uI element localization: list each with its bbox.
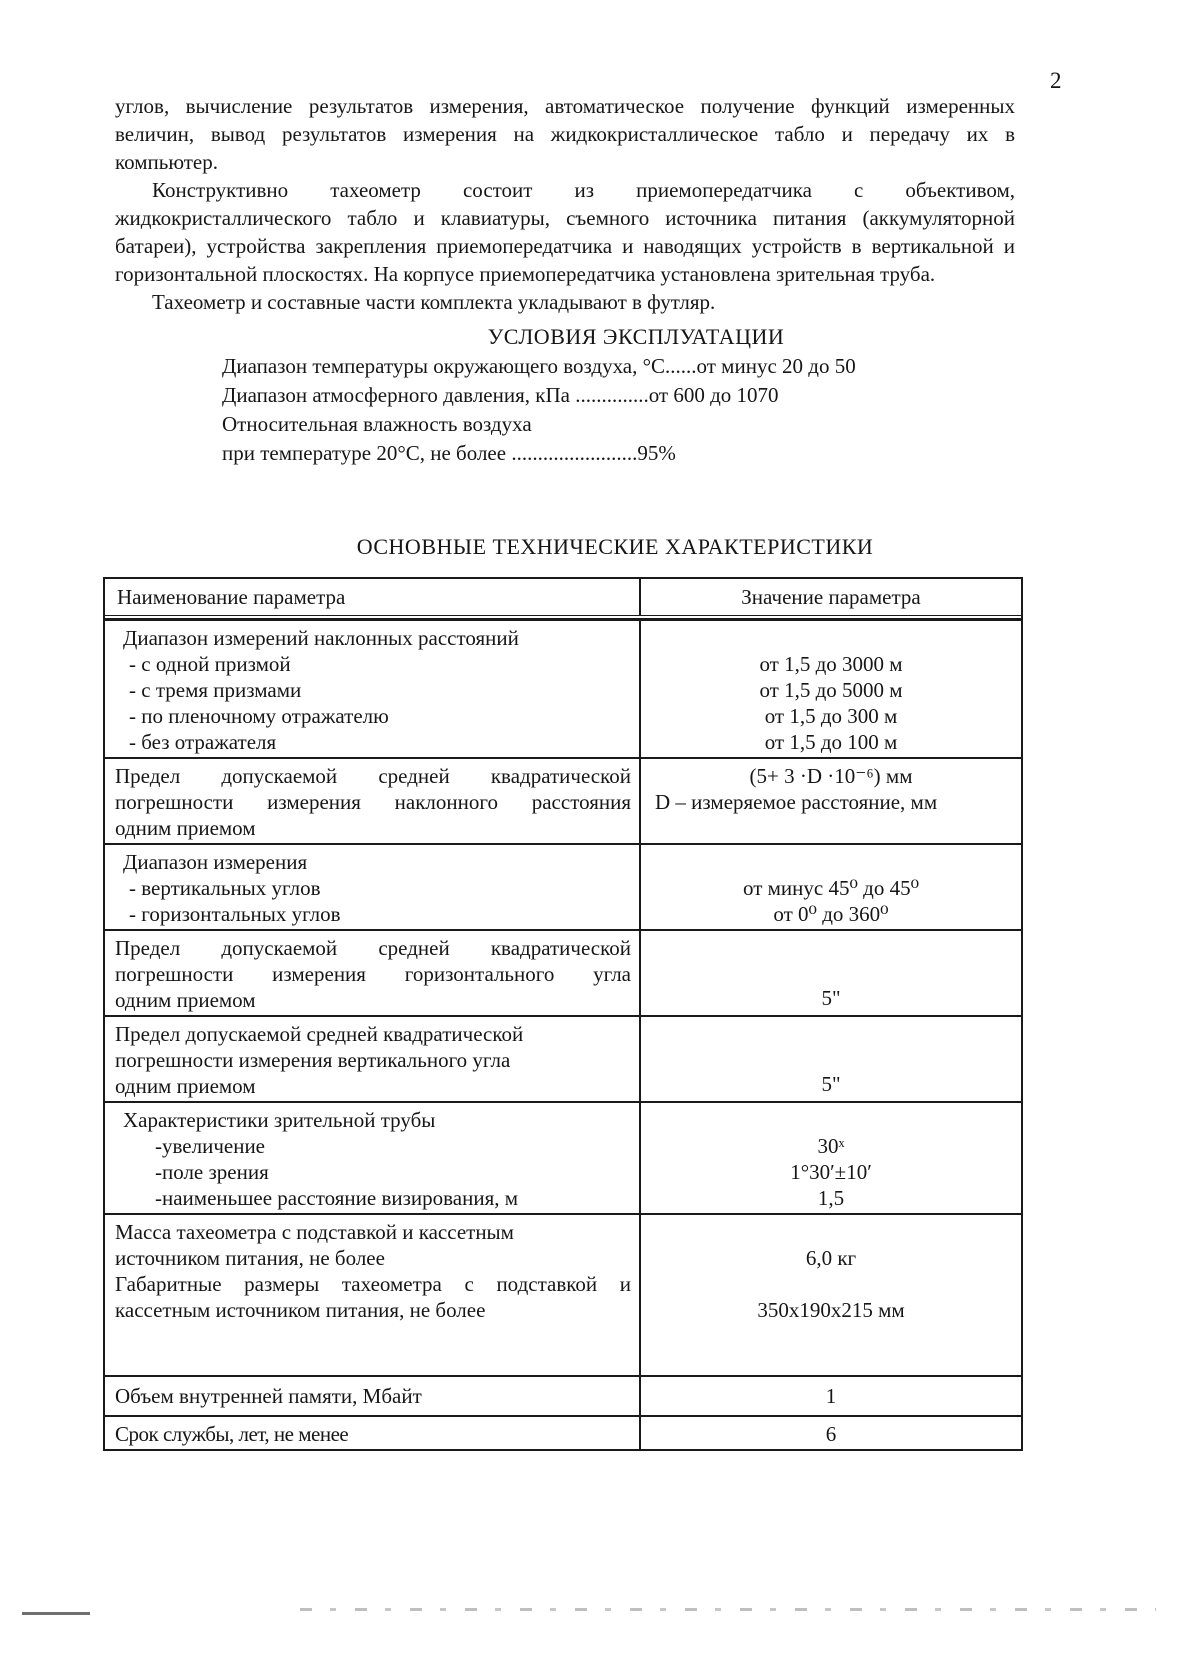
paragraph-line: горизонтальной плоскостях. На корпусе приемопередатчика установлена зрительная труба.	[115, 262, 936, 286]
value-line: от 1,5 до 300 м	[764, 704, 898, 728]
parameter-line: Объем внутренней памяти, Мбайт	[115, 1384, 422, 1408]
parameter-item: - с тремя призмами	[129, 678, 302, 702]
paragraph-line: величин, вывод результатов измерения на жидкокристаллическое табло и передачу их в	[115, 122, 1015, 146]
condition-line: Диапазон температуры окружающего воздуха, °С......от минус 20 до 50	[222, 354, 856, 378]
parameter-line: Предел допускаемой средней квадратической	[115, 1022, 524, 1046]
value-spacer	[647, 625, 1015, 651]
parameter-line: одним приемом	[115, 1074, 256, 1098]
value-line: 30ˣ	[817, 1134, 845, 1158]
condition-line: Диапазон атмосферного давления, кПа ..............от 600 до 1070	[222, 383, 779, 407]
parameter-cell	[105, 759, 641, 843]
table-row	[105, 843, 1021, 929]
value-line: от 1,5 до 5000 м	[759, 678, 903, 702]
scan-artifact-dashes	[300, 1608, 1156, 1611]
conditions-list	[115, 352, 1015, 468]
intro-paragraph-1	[115, 92, 1015, 176]
parameter-line: Предел допускаемой средней квадратической	[115, 764, 631, 788]
table-row	[105, 1375, 1021, 1415]
parameter-cell	[105, 1017, 641, 1101]
value-line: от 1,5 до 100 м	[764, 730, 898, 754]
table-row	[105, 1213, 1021, 1375]
parameter-line: источником питания, не более	[115, 1246, 385, 1270]
parameter-line: одним приемом	[115, 816, 256, 840]
paragraph-line: Тахеометр и составные части комплекта укладывают в футляр.	[152, 290, 716, 314]
value-line: от 1,5 до 3000 м	[759, 652, 903, 676]
value-line: 350x190x215 мм	[757, 1298, 905, 1322]
value-cell	[641, 845, 1021, 929]
value-line: 5"	[821, 1072, 841, 1096]
page-content	[115, 92, 1015, 1451]
specs-table	[103, 577, 1023, 1451]
value-spacer	[647, 1271, 1015, 1297]
parameter-line: погрешности измерения вертикального угла	[115, 1048, 511, 1072]
parameter-item: -поле зрения	[155, 1160, 269, 1184]
parameter-cell	[105, 1103, 641, 1213]
value-cell	[641, 1103, 1021, 1213]
page-number: 2	[1050, 68, 1062, 93]
value-cell	[641, 931, 1021, 1015]
condition-line: при температуре 20°С, не более ........................95%	[222, 441, 676, 465]
parameter-title: Диапазон измерения	[123, 850, 308, 874]
table-row	[105, 1415, 1021, 1449]
table-row	[105, 757, 1021, 843]
parameter-title: Характеристики зрительной трубы	[123, 1108, 436, 1132]
paragraph-line: компьютер.	[115, 150, 219, 174]
value-note: D – измеряемое расстояние, мм	[655, 790, 938, 814]
paragraph-line: жидкокристаллического табло и клавиатуры, съемного источника питания (аккумуляторной	[115, 206, 1015, 230]
table-row	[105, 619, 1021, 757]
parameter-item: -увеличение	[155, 1134, 266, 1158]
value-line: 1,5	[817, 1186, 845, 1210]
parameter-item: - горизонтальных углов	[129, 902, 341, 926]
value-cell	[641, 1215, 1021, 1375]
value-line: 1	[825, 1384, 837, 1408]
parameter-item: - без отражателя	[129, 730, 277, 754]
parameter-item: - вертикальных углов	[129, 876, 321, 900]
parameter-item: - с одной призмой	[129, 652, 291, 676]
value-cell	[641, 759, 1021, 843]
parameter-cell	[105, 1417, 641, 1449]
paragraph-line: батареи), устройства закрепления приемопередатчика и наводящих устройств в вертикальной и	[115, 234, 1015, 258]
value-line: от минус 45⁰ до 45⁰	[742, 876, 919, 900]
parameter-cell	[105, 931, 641, 1015]
value-cell	[641, 1377, 1021, 1415]
value-cell	[641, 621, 1021, 757]
intro-paragraph-3	[115, 288, 1015, 316]
conditions-heading: УСЛОВИЯ ЭКСПЛУАТАЦИИ	[487, 324, 785, 349]
parameter-cell	[105, 621, 641, 757]
column-header-parameter: Наименование параметра	[105, 579, 641, 615]
parameter-line: Срок службы, лет, не менее	[115, 1422, 349, 1446]
table-row	[105, 929, 1021, 1015]
table-row	[105, 1015, 1021, 1101]
table-header-row	[105, 579, 1021, 619]
value-cell	[641, 1017, 1021, 1101]
specs-heading: ОСНОВНЫЕ ТЕХНИЧЕСКИЕ ХАРАКТЕРИСТИКИ	[356, 534, 874, 559]
parameter-cell	[105, 1215, 641, 1375]
intro-paragraph-2	[115, 176, 1015, 288]
paragraph-line: Конструктивно тахеометр состоит из приемопередатчика с объективом,	[152, 178, 1015, 202]
parameter-cell	[105, 1377, 641, 1415]
parameter-line: одним приемом	[115, 988, 256, 1012]
value-line: 1°30′±10′	[790, 1160, 872, 1184]
table-row	[105, 1101, 1021, 1213]
parameter-line: кассетным источником питания, не более	[115, 1298, 486, 1322]
value-cell	[641, 1417, 1021, 1449]
scan-artifact-line	[22, 1612, 90, 1615]
parameter-line: Масса тахеометра с подставкой и кассетным	[115, 1220, 514, 1244]
value-line: от 0⁰ до 360⁰	[773, 902, 889, 926]
parameter-item: -наименьшее расстояние визирования, м	[155, 1186, 519, 1210]
value-spacer	[647, 1219, 1015, 1245]
paragraph-line: углов, вычисление результатов измерения, автоматическое получение функций измеренных	[115, 94, 1015, 118]
condition-line: Относительная влажность воздуха	[222, 412, 532, 436]
value-spacer	[647, 1107, 1015, 1133]
value-line: 5"	[821, 986, 841, 1010]
value-formula: (5+ 3 ·D ·10⁻⁶) мм	[749, 764, 913, 788]
value-spacer	[647, 849, 1015, 875]
parameter-line: погрешности измерения наклонного расстояния	[115, 790, 631, 814]
column-header-value: Значение параметра	[741, 585, 921, 609]
parameter-line: Габаритные размеры тахеометра с подставкой и	[115, 1272, 631, 1296]
value-line: 6	[825, 1422, 837, 1446]
parameter-line: погрешности измерения горизонтального угла	[115, 962, 631, 986]
parameter-cell	[105, 845, 641, 929]
parameter-item: - по пленочному отражателю	[129, 704, 389, 728]
parameter-line: Предел допускаемой средней квадратической	[115, 936, 631, 960]
value-line: 6,0 кг	[805, 1246, 857, 1270]
parameter-title: Диапазон измерений наклонных расстояний	[123, 626, 519, 650]
